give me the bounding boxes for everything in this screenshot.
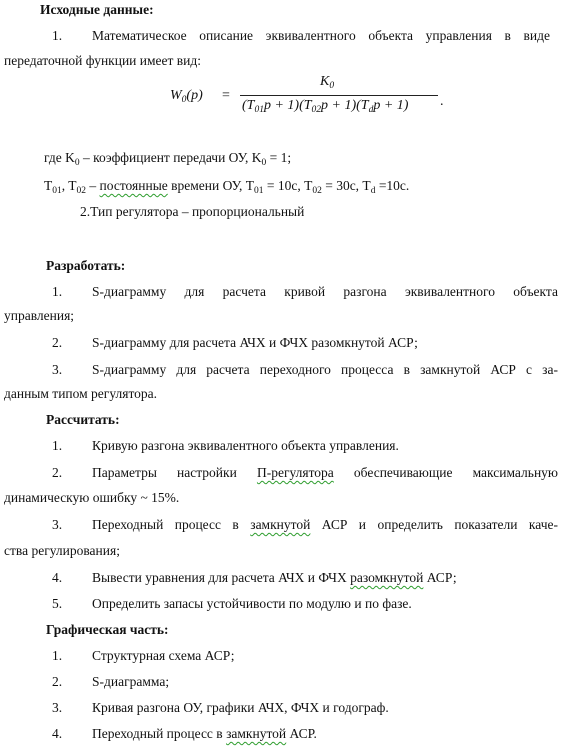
regulator-type-line: 2.Тип регулятора – пропорциональный (80, 204, 305, 219)
item-number: 3. (52, 700, 63, 715)
heading-initial-data: Исходные данные: (40, 2, 154, 17)
heading-develop: Разработать: (46, 258, 126, 273)
paragraph-line: динамическую ошибку ~ 15%. (4, 490, 180, 505)
item-number: 2. (52, 674, 63, 689)
paragraph-line: данным типом регулятора. (4, 386, 158, 401)
paragraph-line: Определить запасы устойчивости по модулю и по фазе. (92, 596, 412, 611)
paragraph-line: Вывести уравнения для расчета АЧХ и ФЧХ разомкнутой АСР; (92, 570, 457, 585)
item-number: 3. (52, 362, 63, 377)
paragraph-line: S-диаграмму для расчета кривой разгона эквивалентного объекта (92, 284, 558, 299)
item-number: 1. (52, 438, 63, 453)
formula-equals: = (222, 88, 230, 103)
paragraph-line: Переходный процесс в замкнутой АСР и определить показатели каче- (92, 517, 558, 532)
item-number: 1. (52, 648, 63, 663)
paragraph-line: ства регулирования; (4, 543, 120, 558)
item-number: 4. (52, 726, 63, 741)
paragraph-line: Кривую разгона эквивалентного объекта управления. (92, 438, 399, 453)
paragraph-line: S-диаграмму для расчета АЧХ и ФЧХ разомкнутой АСР; (92, 335, 418, 350)
heading-calculate: Рассчитать: (46, 412, 120, 427)
formula-denominator: $(T_{01}p + 1)(T_{02}p + 1)(T_dp + 1)$ (242, 98, 409, 115)
transfer-function-formula (170, 74, 450, 118)
heading-graphics: Графическая часть: (46, 622, 169, 637)
list-item-text: Структурная схема АСР; (92, 648, 235, 663)
item-number: 1. (52, 284, 63, 299)
item-number: 2. (52, 465, 63, 480)
item-number: 1. (52, 28, 63, 43)
paragraph-line: Параметры настройки П-регулятора обеспечивающие максимальную (92, 465, 558, 480)
paragraph-line: Математическое описание эквивалентного объекта управления в виде (92, 28, 550, 43)
formula-numerator: $K_0$ (320, 74, 335, 91)
paragraph-line: управления; (4, 308, 75, 323)
item-number: 2. (52, 335, 63, 350)
paragraph-line: S-диаграмму для расчета переходного процесса в замкнутой АСР с за- (92, 362, 558, 377)
formula-lhs: $W_0(p)$ (170, 88, 203, 105)
list-item-text: S-диаграмма; (92, 674, 170, 689)
paragraph-line: передаточной функции имеет вид: (4, 53, 202, 68)
formula-period: . (440, 94, 444, 109)
list-item-text: Кривая разгона ОУ, графики АЧХ, ФЧХ и годограф. (92, 700, 389, 715)
item-number: 3. (52, 517, 63, 532)
fraction-bar (240, 95, 438, 96)
item-number: 5. (52, 596, 63, 611)
list-item-text: Переходный процесс в замкнутой АСР. (92, 726, 317, 741)
time-constants-line: $T_{01}$, $T_{02}$ – постоянные времени ОУ, $T_{01} = 10с$, $T_{02} = 30с$, $T_d =10с$. (44, 178, 410, 196)
gain-definition-line: где $K_0$ – коэффициент передачи ОУ, $K_0 = 1$; (44, 150, 292, 168)
item-number: 4. (52, 570, 63, 585)
